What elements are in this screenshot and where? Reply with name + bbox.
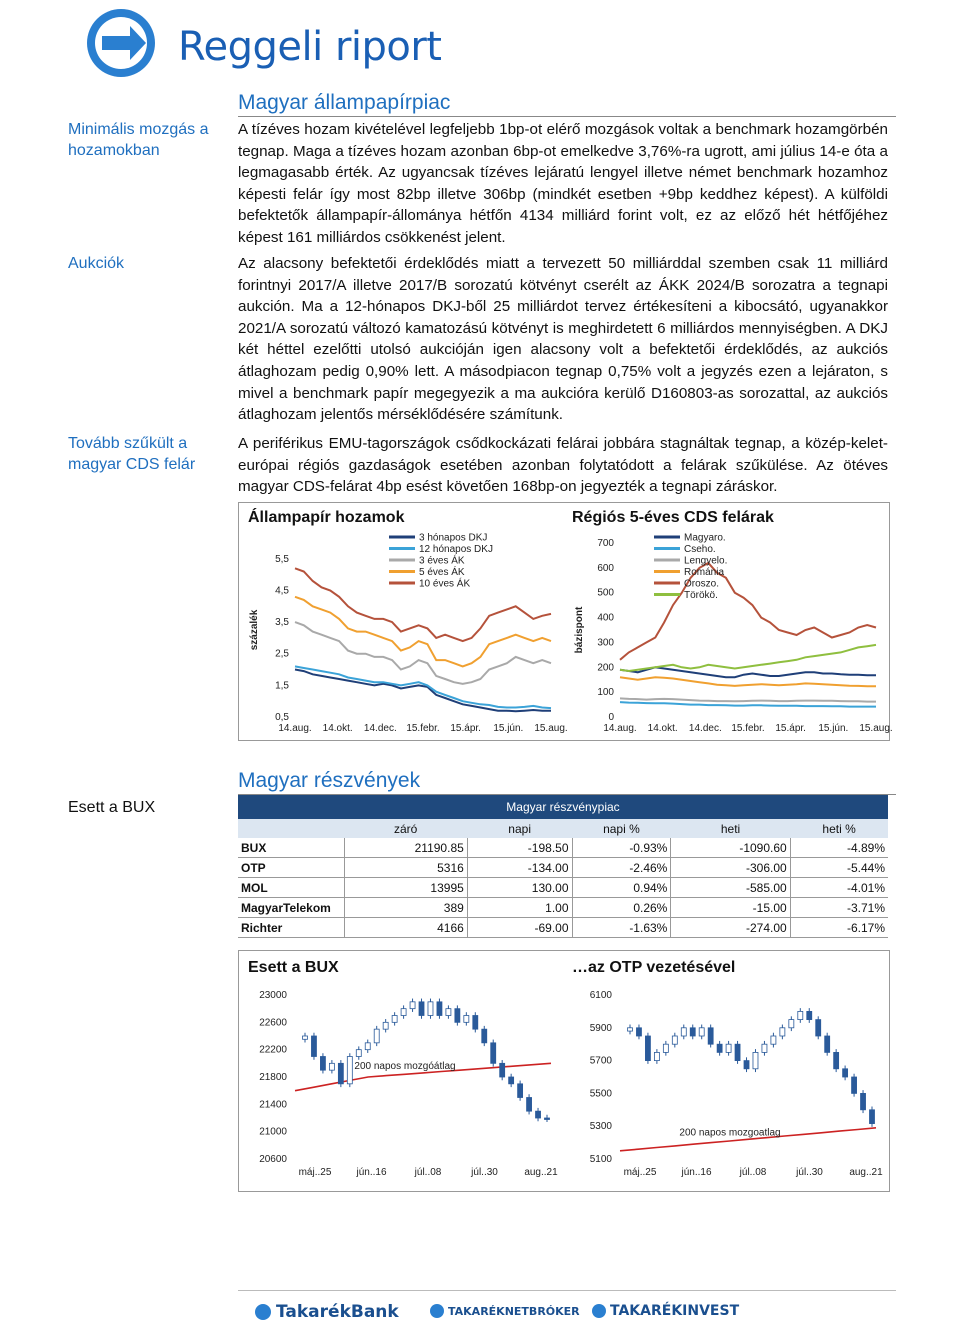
cell: -15.00 (671, 898, 790, 918)
legend-label: Törökö. (684, 590, 718, 601)
candle-body (780, 1028, 785, 1036)
cell: -6.17% (790, 918, 888, 938)
cell: -69.00 (467, 918, 572, 938)
candle-body (798, 1011, 803, 1019)
y-tick-label: 0 (608, 712, 614, 723)
candle-body (699, 1028, 704, 1036)
candle-body (329, 1063, 334, 1070)
x-tick-label: júl..08 (414, 1167, 442, 1178)
candle-body (303, 1036, 308, 1039)
x-tick-label: júl..30 (796, 1167, 823, 1178)
cell: 130.00 (467, 878, 572, 898)
netbroker-logo-icon (430, 1304, 444, 1318)
legend-label: Cseho. (684, 544, 716, 555)
cell: -0.93% (572, 838, 671, 858)
x-tick-label: 15.febr. (406, 723, 440, 734)
x-tick-label: 14.aug. (603, 723, 637, 734)
y-tick-label: 200 (597, 662, 614, 674)
y-tick-label: 21400 (259, 1099, 287, 1111)
invest-logo-icon (592, 1304, 606, 1318)
series-line-Románia (620, 677, 876, 686)
x-tick-label: 14.aug. (278, 723, 312, 734)
candle-body (383, 1022, 388, 1029)
candle-body (672, 1036, 677, 1044)
cell: -1090.60 (671, 838, 790, 858)
report-header (0, 0, 960, 86)
x-tick-label: jún..16 (681, 1167, 712, 1178)
bux-chart (239, 981, 564, 1187)
cell: -274.00 (671, 918, 790, 938)
candle-body (527, 1098, 532, 1112)
candle-body (428, 1002, 433, 1016)
candle-body (518, 1084, 523, 1098)
header-cell: heti (671, 819, 790, 838)
x-tick-label: 15.aug. (859, 723, 893, 734)
y-tick-label: 21800 (259, 1072, 287, 1083)
candle-body (437, 1002, 442, 1016)
candle-body (663, 1044, 668, 1052)
cell: -1.63% (572, 918, 671, 938)
row-name: BUX (238, 838, 344, 858)
legend-label: 10 éves ÁK (419, 578, 471, 590)
candle-body (401, 1009, 406, 1016)
y-tick-label: 400 (597, 612, 614, 624)
x-tick-label: máj..25 (623, 1167, 657, 1178)
cell: 389 (344, 898, 467, 918)
candle-body (681, 1028, 686, 1036)
yields-chart (239, 529, 568, 737)
x-tick-label: 14.dec. (363, 723, 397, 734)
chart-panel-row2 (238, 950, 890, 1192)
y-tick-label: 5900 (589, 1022, 612, 1034)
y-tick-label: 5100 (589, 1154, 612, 1165)
y-tick-label: 5500 (589, 1088, 612, 1100)
candle-body (789, 1020, 794, 1028)
x-tick-label: aug..21 (849, 1167, 883, 1178)
candle-body (636, 1028, 641, 1036)
legend-label: Magyaro. (684, 532, 726, 544)
y-tick-label: 300 (597, 637, 614, 649)
cell: -4.89% (790, 838, 888, 858)
y-tick-label: 20600 (259, 1154, 287, 1165)
series-line-Törökö. (620, 645, 876, 671)
paragraph-auctions: Az alacsony befektetői érdeklődés miatt a tervezett 50 milliárddal szemben csak 11 milliárd forintnyi 2017/A illetve 2017/B sorozatú kötvényt cserélt az ÁKK 2024/B sorozatra a tegnapi aukción. Ma a 12-hónapos DKJ-ből 25 milliárdot tervez értékesíteni a kibocsátó, ugyanakkor 2021/A sorozatú változó kamatozású kötvényt is meghirdetett 6 milliárdos mennyiségben. A DKJ két héttel ezelőtti utolsó aukcióján igen alacsony volt a befektetői érdeklődés, az aukciós átlaghozam pedig 0,90% lett. A másodpiacon tegnap 0,75% volt a jegyzés ezen a lejáraton, s mivel a benchmark papír megegyezik a ma aukcióra kerülő D160803-as sorozattal, az aukciós átlaghozam jelentős mérséklődésére számítunk. (238, 255, 888, 424)
y-tick-label: 2,5 (275, 648, 289, 660)
candle-body (473, 1016, 478, 1030)
x-tick-label: 14.dec. (688, 723, 722, 734)
paragraph-yields: A tízéves hozam kivételével legfeljebb 1bp-ot elérő mozgások voltak a benchmark hozamgörbén tegnap. Maga a tízéves hozam azonban 6bp-ot emelkedve 3,76%-ra ugrott, ami július 14-e óta a legmagasabb érték. Az ugyancsak tízéves lejáratú lengyel illetve német benchmark hozamhoz képesti felár így most 82bp illetve 306bp (mindkét esetben +9bp keddhez képest). A külföldi befektetők állampapír-állománya hétfőn 4134 milliárd forint volt, ez az előző hét hétfőjéhez képest 161 milliárdos csökkenést jelent. (238, 121, 888, 246)
y-tick-label: 23000 (259, 990, 287, 1001)
x-tick-label: 15.jún. (493, 723, 524, 734)
candle-body (491, 1043, 496, 1064)
candle-body (816, 1020, 821, 1036)
y-tick-label: 500 (597, 587, 614, 599)
cell: 0.26% (572, 898, 671, 918)
candle-body (807, 1011, 812, 1019)
cell: -198.50 (467, 838, 572, 858)
candle-body (654, 1052, 659, 1060)
stock-table (238, 795, 888, 938)
y-tick-label: 1,5 (275, 680, 289, 692)
x-tick-label: jún..16 (356, 1167, 387, 1178)
candle-body (374, 1029, 379, 1043)
side-note-yields: Minimális mozgás a hozamokban (68, 121, 209, 159)
header-cell-empty (238, 819, 344, 838)
section-title-gov: Magyar állampapírpiac (238, 91, 451, 114)
series-line-Lengyelo. (620, 698, 876, 701)
y-tick-label: 5300 (589, 1121, 612, 1133)
cell: 4166 (344, 918, 467, 938)
cell: 13995 (344, 878, 467, 898)
cell: -5.44% (790, 858, 888, 878)
table-row (238, 838, 888, 858)
y-tick-label: 5,5 (275, 553, 289, 565)
candle-body (419, 1002, 424, 1016)
row-name: MOL (238, 878, 344, 898)
candle-body (762, 1044, 767, 1052)
candle-body (870, 1110, 875, 1124)
y-tick-label: 3,5 (275, 617, 289, 629)
cell: -134.00 (467, 858, 572, 878)
candle-body (825, 1036, 830, 1052)
x-tick-label: 15.ápr. (775, 723, 806, 734)
takarekbank-logo-icon (255, 1304, 271, 1320)
ma-annotation: 200 napos mozgóátlag (354, 1060, 456, 1072)
candle-body (645, 1036, 650, 1061)
cell: -4.01% (790, 878, 888, 898)
candle-body (545, 1118, 550, 1120)
x-tick-label: 14.okt. (647, 723, 678, 734)
series-line-Oroszo. (620, 563, 876, 660)
cell: -585.00 (671, 878, 790, 898)
x-tick-label: aug..21 (524, 1167, 558, 1178)
legend-label: 3 éves ÁK (419, 555, 465, 567)
cds-chart (564, 529, 893, 737)
report-title: Reggeli riport (178, 24, 442, 70)
section-title-eq: Magyar részvények (238, 769, 421, 792)
chart-title-cds: Régiós 5-éves CDS felárak (572, 509, 774, 526)
stock-table-title: Magyar részvénypiac (238, 795, 888, 819)
y-tick-label: 21000 (259, 1126, 287, 1138)
x-tick-label: máj..25 (298, 1167, 332, 1178)
candle-body (628, 1028, 633, 1031)
legend-label: Oroszo. (684, 578, 720, 590)
x-tick-label: 15.jún. (818, 723, 849, 734)
footer (0, 1290, 960, 1329)
y-tick-label: 100 (597, 687, 614, 699)
side-note-bux: Esett a BUX (68, 799, 156, 816)
paragraph-cds: A periférikus EMU-tagországok csődkockázati felárai jobbára stagnáltak tegnap, a közép-kelet-európai régiós gazdaságok esetében azonban folytatódott a felárak szűkülése. Az ötéves magyar CDS-felárat 4bp esést követően 168bp-on jegyezték a tegnapi záráskor. (238, 435, 888, 496)
header-cell: heti % (790, 819, 888, 838)
candle-body (482, 1029, 487, 1043)
x-tick-label: júl..30 (471, 1167, 498, 1178)
x-tick-label: 15.aug. (534, 723, 568, 734)
y-tick-label: 700 (597, 538, 614, 549)
candle-body (464, 1016, 469, 1023)
chart-title-bux: Esett a BUX (248, 959, 339, 976)
candle-body (347, 1057, 352, 1084)
candle-body (753, 1052, 758, 1068)
candle-body (861, 1093, 866, 1109)
chart-title-otp: …az OTP vezetésével (572, 959, 736, 976)
footer-rule (238, 1290, 896, 1291)
candle-body (311, 1036, 316, 1057)
candle-body (509, 1077, 514, 1084)
header-cell: napi (467, 819, 572, 838)
candle-body (500, 1063, 505, 1077)
cell: -306.00 (671, 858, 790, 878)
side-note-cds: Tovább szűkült a magyar CDS felár (68, 435, 196, 473)
chart-title-yields: Állampapír hozamok (248, 509, 405, 526)
otp-chart (564, 981, 889, 1187)
y-axis-label: százalék (249, 609, 260, 651)
candle-body (771, 1036, 776, 1044)
x-tick-label: 14.okt. (322, 723, 353, 734)
candle-body (744, 1061, 749, 1069)
cell: 1.00 (467, 898, 572, 918)
candle-body (852, 1077, 857, 1093)
y-tick-label: 600 (597, 562, 614, 574)
row-name: Richter (238, 918, 344, 938)
table-row (238, 858, 888, 878)
section-rule (238, 116, 896, 117)
side-note-auctions: Aukciók (68, 255, 125, 272)
table-row (238, 878, 888, 898)
ma-annotation: 200 napos mozgoatlag (679, 1127, 781, 1139)
candle-body (455, 1009, 460, 1023)
y-tick-label: 22600 (259, 1017, 287, 1029)
header-cell: záró (344, 819, 467, 838)
y-tick-label: 4,5 (275, 585, 289, 597)
legend-label: 12 hónapos DKJ (419, 544, 493, 555)
series-line-Magyaro. (620, 667, 876, 677)
candle-body (446, 1009, 451, 1016)
cell: 21190.85 (344, 838, 467, 858)
series-line-3-éves-ÁK (295, 622, 551, 684)
candle-body (536, 1111, 541, 1118)
series-line-12-hónapos-DKJ (295, 666, 551, 708)
table-row (238, 918, 888, 938)
cell: -2.46% (572, 858, 671, 878)
candle-body (356, 1050, 361, 1057)
header-cell: napi % (572, 819, 671, 838)
y-tick-label: 22200 (259, 1044, 287, 1056)
x-tick-label: júl..08 (739, 1167, 767, 1178)
cell: 0.94% (572, 878, 671, 898)
candle-body (338, 1063, 343, 1084)
legend-label: Lengyelo. (684, 555, 728, 567)
report-logo-icon (78, 6, 164, 80)
series-line-3-hónapos-DKJ (295, 670, 551, 712)
candle-body (717, 1044, 722, 1052)
candle-body (365, 1043, 370, 1050)
candle-body (320, 1057, 325, 1071)
candle-body (726, 1044, 731, 1052)
candle-body (410, 1002, 415, 1009)
cell: 5316 (344, 858, 467, 878)
candle-body (690, 1028, 695, 1036)
candle-body (843, 1069, 848, 1077)
row-name: MagyarTelekom (238, 898, 344, 918)
y-axis-label: bázispont (574, 606, 585, 654)
legend-label: 5 éves ÁK (419, 567, 465, 578)
stock-table-header (238, 819, 888, 838)
legend-label: Románia (684, 567, 725, 578)
footer-logo-bank: TakarékBank (276, 1302, 399, 1322)
x-tick-label: 15.febr. (731, 723, 765, 734)
candle-body (392, 1016, 397, 1023)
x-tick-label: 15.ápr. (450, 723, 481, 734)
candle-body (735, 1044, 740, 1060)
row-name: OTP (238, 858, 344, 878)
y-tick-label: 6100 (589, 990, 612, 1001)
series-line-Cseho. (620, 702, 876, 707)
footer-logo-invest: TAKARÉKINVEST (610, 1303, 740, 1319)
footer-logo-netbroker: TAKARÉKNETBRÓKER (448, 1305, 580, 1318)
candle-body (834, 1052, 839, 1068)
cell: -3.71% (790, 898, 888, 918)
legend-label: 3 hónapos DKJ (419, 532, 488, 544)
table-row (238, 898, 888, 918)
candle-body (708, 1028, 713, 1044)
y-tick-label: 5700 (589, 1055, 612, 1067)
y-tick-label: 0,5 (275, 712, 289, 723)
chart-panel-row1 (238, 502, 893, 741)
